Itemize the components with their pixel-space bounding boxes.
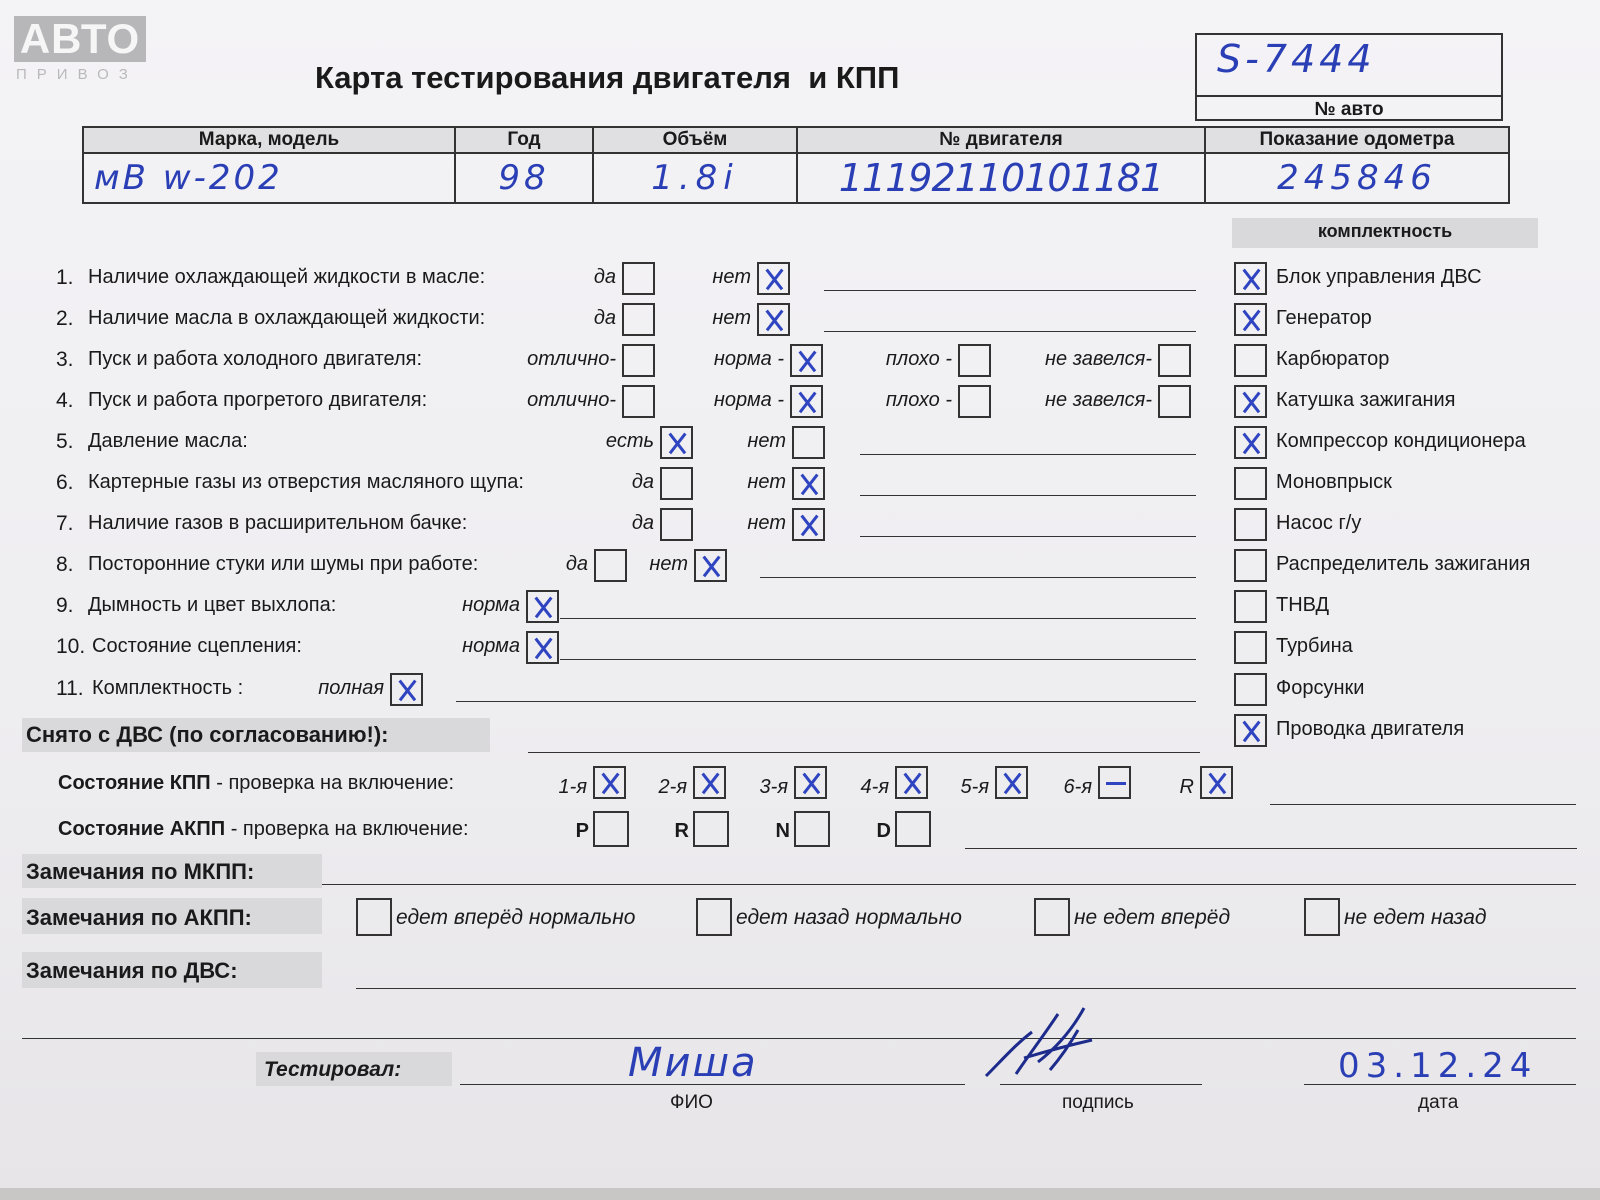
col-year-header: Год [507, 129, 541, 150]
akpp-gear-label: R [674, 820, 689, 842]
signature-label: подпись [1062, 1092, 1134, 1113]
completeness-item-label: Форсунки [1276, 677, 1365, 699]
check-option-checkbox[interactable] [790, 385, 823, 418]
date-value: 03.12.24 [1338, 1046, 1538, 1086]
tester-name-value: Миша [628, 1040, 758, 1086]
check-option-checkbox[interactable] [1158, 385, 1191, 418]
col-model-header: Марка, модель [198, 129, 340, 150]
check-option-checkbox[interactable] [660, 426, 693, 459]
volume-value: 1.8i [651, 158, 739, 198]
completeness-checkbox[interactable] [1234, 344, 1267, 377]
signature-image [980, 1000, 1110, 1090]
completeness-checkbox[interactable] [1234, 714, 1267, 747]
check-number: 2. [56, 307, 74, 330]
check-label: Комплектность : [92, 677, 244, 699]
check-option-label: норма - [713, 389, 784, 411]
kpp-gear-checkbox[interactable] [593, 766, 626, 799]
check-option-checkbox[interactable] [792, 467, 825, 500]
akpp-label: Состояние АКПП - проверка на включение: [58, 818, 469, 840]
kpp-gear-checkbox[interactable] [794, 766, 827, 799]
check-option-label: не завелся- [1045, 389, 1152, 411]
check-option-label: да [565, 553, 588, 575]
completeness-checkbox[interactable] [1234, 631, 1267, 664]
check-option-label: да [593, 266, 616, 288]
completeness-title: комплектность [1317, 221, 1453, 241]
check-option-label: отлично- [527, 348, 616, 370]
tested-by-label: Тестировал: [264, 1058, 402, 1081]
check-option-label: плохо - [885, 389, 952, 411]
check-label: Наличие газов в расширительном бачке: [88, 512, 468, 534]
check-option-checkbox[interactable] [694, 549, 727, 582]
name-label: ФИО [670, 1092, 713, 1113]
check-remark-line [560, 618, 1196, 619]
remarks-dvs-label: Замечания по ДВС: [26, 958, 238, 983]
check-number: 11. [56, 677, 84, 700]
check-option-checkbox[interactable] [390, 673, 423, 706]
auto-number-box [1195, 33, 1503, 121]
akpp-remark-checkbox[interactable] [696, 898, 732, 936]
check-option-checkbox[interactable] [792, 508, 825, 541]
kpp-gear-checkbox[interactable] [895, 766, 928, 799]
kpp-gear-checkbox[interactable] [1200, 766, 1233, 799]
check-option-label: нет [649, 553, 688, 575]
check-option-label: да [631, 471, 654, 493]
check-option-label: есть [605, 430, 654, 452]
page-title: Карта тестирования двигателя и КПП [315, 60, 900, 95]
check-option-label: норма - [713, 348, 784, 370]
logo: АВТО [14, 16, 146, 62]
check-option-checkbox[interactable] [757, 262, 790, 295]
removed-label: Снято с ДВС (по согласованию!): [26, 722, 389, 747]
kpp-gear-checkbox[interactable] [693, 766, 726, 799]
check-remark-line [860, 536, 1196, 537]
check-option-checkbox[interactable] [958, 385, 991, 418]
completeness-item-label: Карбюратор [1276, 348, 1390, 370]
kpp-gear-checkbox[interactable] [995, 766, 1028, 799]
completeness-checkbox[interactable] [1234, 467, 1267, 500]
completeness-checkbox[interactable] [1234, 426, 1267, 459]
check-remark-line [560, 659, 1196, 660]
akpp-gear-label: N [775, 820, 790, 842]
remarks-mkpp-label: Замечания по МКПП: [26, 859, 255, 884]
completeness-item-label: ТНВД [1276, 594, 1330, 616]
check-remark-line [860, 454, 1196, 455]
akpp-gear-checkbox[interactable] [794, 811, 830, 847]
completeness-item-label: Распределитель зажигания [1276, 553, 1531, 575]
check-label: Картерные газы из отверстия масляного щупа: [88, 471, 524, 493]
akpp-gear-checkbox[interactable] [593, 811, 629, 847]
completeness-checkbox[interactable] [1234, 590, 1267, 623]
remarks-akpp-label: Замечания по АКПП: [26, 905, 252, 930]
model-value: мВ w-202 [94, 158, 283, 198]
completeness-item-label: Проводка двигателя [1276, 718, 1465, 740]
kpp-gear-label: 3-я [759, 776, 788, 798]
auto-number-value: S-7444 [1217, 37, 1376, 81]
check-label: Посторонние стуки или шумы при работе: [88, 553, 479, 575]
check-remark-line [456, 701, 1196, 702]
completeness-checkbox[interactable] [1234, 508, 1267, 541]
kpp-gear-label: 6-я [1063, 776, 1092, 798]
check-option-checkbox[interactable] [526, 631, 559, 664]
akpp-remark-label: едет вперёд нормально [396, 906, 636, 929]
col-volume-header: Объём [662, 129, 728, 150]
check-option-checkbox[interactable] [526, 590, 559, 623]
akpp-remark-checkbox[interactable] [1034, 898, 1070, 936]
completeness-checkbox[interactable] [1234, 385, 1267, 418]
check-option-label: нет [747, 471, 786, 493]
check-number: 7. [56, 512, 74, 535]
check-option-checkbox[interactable] [622, 385, 655, 418]
col-engine-no-header: № двигателя [939, 129, 1063, 150]
completeness-item-label: Турбина [1276, 635, 1353, 657]
check-option-label: отлично- [527, 389, 616, 411]
kpp-gear-label: R [1179, 776, 1194, 798]
completeness-item-label: Насос г/у [1276, 512, 1362, 534]
check-remark-line [860, 495, 1196, 496]
check-number: 6. [56, 471, 74, 494]
check-option-checkbox[interactable] [757, 303, 790, 336]
check-remark-line [760, 577, 1196, 578]
akpp-gear-checkbox[interactable] [693, 811, 729, 847]
check-option-checkbox[interactable] [660, 508, 693, 541]
completeness-item-label: Компрессор кондиционера [1276, 430, 1526, 452]
check-number: 1. [56, 266, 74, 289]
check-remark-line [824, 331, 1196, 332]
completeness-item-label: Блок управления ДВС [1276, 266, 1482, 288]
akpp-gear-label: D [876, 820, 891, 842]
check-label: Дымность и цвет выхлопа: [88, 594, 337, 616]
date-label: дата [1418, 1092, 1459, 1113]
check-label: Состояние сцепления: [92, 635, 302, 657]
check-option-checkbox[interactable] [622, 262, 655, 295]
check-number: 8. [56, 553, 74, 576]
akpp-remark-label: не едет вперёд [1074, 906, 1231, 929]
check-option-label: полная [318, 677, 384, 699]
check-option-label: плохо - [885, 348, 952, 370]
check-number: 5. [56, 430, 74, 453]
akpp-remark-label: не едет назад [1344, 906, 1487, 929]
check-option-checkbox[interactable] [660, 467, 693, 500]
kpp-gear-label: 1-я [558, 776, 587, 798]
check-option-checkbox[interactable] [622, 303, 655, 336]
kpp-gear-label: 4-я [860, 776, 889, 798]
check-option-label: нет [747, 430, 786, 452]
completeness-checkbox[interactable] [1234, 549, 1267, 582]
check-option-checkbox[interactable] [790, 344, 823, 377]
auto-number-label: № авто [1314, 99, 1384, 120]
check-label: Наличие масла в охлаждающей жидкости: [88, 307, 486, 329]
check-option-label: нет [712, 307, 751, 329]
check-label: Наличие охлаждающей жидкости в масле: [88, 266, 486, 288]
check-number: 4. [56, 389, 74, 412]
akpp-remark-label: едет назад нормально [736, 906, 962, 929]
kpp-gear-label: 2-я [658, 776, 687, 798]
completeness-checkbox[interactable] [1234, 262, 1267, 295]
completeness-item-label: Катушка зажигания [1276, 389, 1456, 411]
check-label: Давление масла: [88, 430, 248, 452]
completeness-item-label: Моновпрыск [1276, 471, 1392, 493]
check-number: 10. [56, 635, 86, 658]
year-value: 98 [498, 158, 550, 198]
check-remark-line [824, 290, 1196, 291]
engine-no-value: 11192110101181 [838, 156, 1164, 200]
check-option-checkbox[interactable] [958, 344, 991, 377]
check-option-label: норма [462, 594, 520, 616]
check-option-label: да [593, 307, 616, 329]
removed-line [528, 752, 1200, 753]
check-option-checkbox[interactable] [622, 344, 655, 377]
check-option-checkbox[interactable] [1158, 344, 1191, 377]
odometer-value: 245846 [1277, 158, 1437, 198]
check-label: Пуск и работа холодного двигателя: [88, 348, 423, 370]
check-number: 3. [56, 348, 74, 371]
logo-subtitle: ПРИВОЗ [16, 66, 138, 83]
vehicle-info-table [82, 126, 1510, 204]
check-option-label: нет [712, 266, 751, 288]
completeness-checkbox[interactable] [1234, 303, 1267, 336]
check-label: Пуск и работа прогретого двигателя: [88, 389, 428, 411]
akpp-remark-checkbox[interactable] [1304, 898, 1340, 936]
completeness-item-label: Генератор [1276, 307, 1372, 329]
akpp-gear-checkbox[interactable] [895, 811, 931, 847]
check-option-label: норма [462, 635, 520, 657]
check-option-label: не завелся- [1045, 348, 1152, 370]
kpp-label: Состояние КПП - проверка на включение: [58, 772, 455, 794]
akpp-gear-label: P [575, 820, 589, 842]
check-option-checkbox[interactable] [594, 549, 627, 582]
completeness-checkbox[interactable] [1234, 673, 1267, 706]
check-number: 9. [56, 594, 74, 617]
kpp-gear-label: 5-я [960, 776, 989, 798]
check-option-label: да [631, 512, 654, 534]
check-option-label: нет [747, 512, 786, 534]
check-option-checkbox[interactable] [792, 426, 825, 459]
akpp-remark-checkbox[interactable] [356, 898, 392, 936]
col-odometer-header: Показание одометра [1259, 129, 1455, 150]
kpp-gear-checkbox[interactable] [1098, 766, 1131, 799]
